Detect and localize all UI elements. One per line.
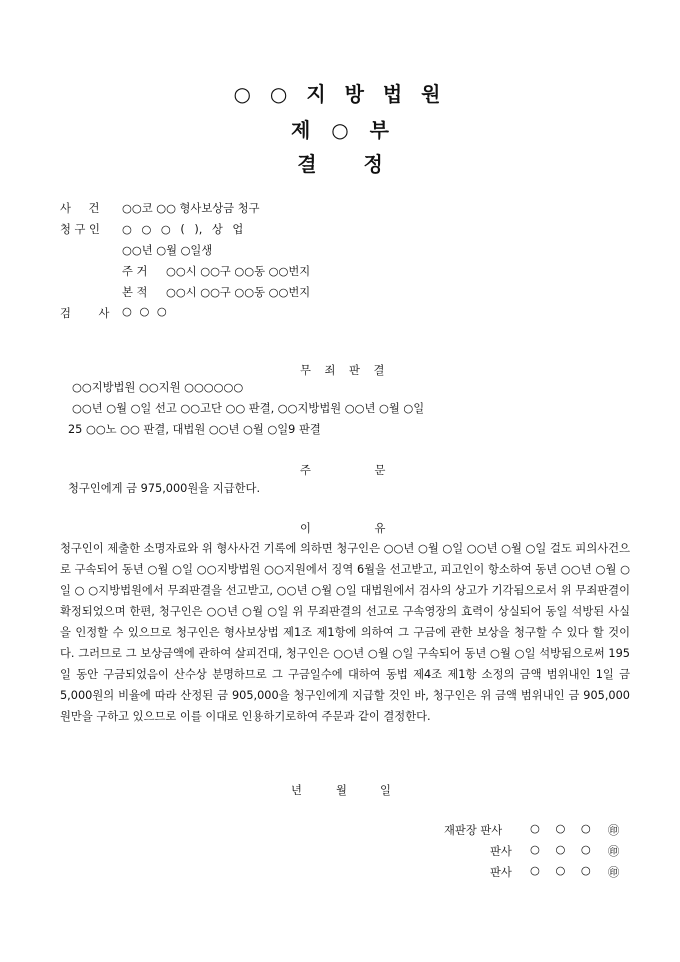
case-value: ○○코 ○○ 형사보상금 청구 bbox=[122, 202, 260, 215]
address-value: ○○시 ○○구 ○○동 ○○번지 bbox=[166, 265, 311, 278]
acquittal-line-3: 25 ○○노 ○○ 판결, 대법원 ○○년 ○월 ○일9 판결 bbox=[68, 423, 321, 436]
prosecutor-value: ○ ○ ○ bbox=[122, 305, 167, 318]
judge-2-name: ○ ○ ○ bbox=[530, 843, 591, 856]
division-title: 제 ○ 부 bbox=[290, 118, 390, 142]
prosecutor-label: 검 사 bbox=[60, 307, 110, 320]
court-name: ○ ○ 지 방 법 원 bbox=[233, 82, 447, 106]
date-day: 일 bbox=[380, 784, 391, 797]
date-month: 월 bbox=[336, 784, 347, 797]
judge-3-title: 판사 bbox=[490, 866, 512, 879]
judge-2-title: 판사 bbox=[490, 845, 512, 858]
address-label: 주 거 bbox=[122, 265, 148, 278]
date-year: 년 bbox=[291, 784, 302, 797]
order-text: 청구인에게 금 975,000원을 지급한다. bbox=[68, 482, 261, 495]
domicile-label: 본 적 bbox=[122, 286, 148, 299]
reasons-text: 청구인이 제출한 소명자료와 위 형사사건 기록에 의하면 청구인은 ○○년 ○월 ○일 ○○년 ○월 ○일 걸도 피의사건으로 구속되어 동년 ○월 ○일 ○○지방법원 ○○지원에서 징역 6월을 선고받고, 피고인이 항소하여 동년 ○○년 ○월 ○일 ○ ○지방법원에서 무죄판결을 선고받고, ○○년 ○월 ○일 대법원에서 검사의 상고가 기각됨으로서 위 무죄판결이 확정되었으며 한편, 청구인은 ○○년 ○월 ○일 위 무죄판결의 선고로 구속영장의 효력이 상실되어 동일 석방된 사실을 인정할 수 있으므로 청구인은 형사보상법 제1조 제1항에 의하여 그 구금에 관한 보상을 청구할 수 있다 할 것이다. 그러므로 그 보상금액에 관하여 살피건대, 청구인은 ○○년 ○월 ○일 구속되어 동년 ○월 ○일 석방됨으로써 195일 동안 구금되었음이 산수상 분명하므로 그 구금일수에 대하여 동법 제4조 제1항 소정의 금액 범위내인 1일 금 5,000원의 비율에 따라 산정된 금 905,000을 청구인에게 지급할 것인 바, 청구인은 위 금액 범위내인 금 905,000원만을 구하고 있으므로 이를 이대로 인용하기로하여 주문과 같이 결정한다. bbox=[60, 542, 630, 723]
acquittal-line-1: ○○지방법원 ○○지원 ○○○○○○ bbox=[72, 381, 244, 394]
document-type-title: 결 정 bbox=[297, 152, 383, 176]
case-label: 사 건 bbox=[60, 202, 100, 215]
seal-icon: ㊞ bbox=[608, 845, 620, 858]
presiding-judge-title: 재판장 판사 bbox=[444, 824, 503, 837]
claimant-label: 청 구 인 bbox=[60, 223, 100, 236]
acquittal-heading: 무 죄 판 결 bbox=[300, 364, 385, 377]
seal-icon: ㊞ bbox=[608, 824, 620, 837]
claimant-value: ○ ○ ○ ( ), 상 업 bbox=[122, 223, 244, 236]
reasons-heading: 이 유 bbox=[300, 522, 386, 535]
presiding-judge-name: ○ ○ ○ bbox=[530, 822, 591, 835]
judge-3-name: ○ ○ ○ bbox=[530, 864, 591, 877]
domicile-value: ○○시 ○○구 ○○동 ○○번지 bbox=[166, 286, 311, 299]
acquittal-line-2: ○○년 ○월 ○일 선고 ○○고단 ○○ 판결, ○○지방법원 ○○년 ○월 ○일 bbox=[72, 402, 425, 415]
order-heading: 주 문 bbox=[300, 464, 386, 477]
claimant-birth: ○○년 ○월 ○일생 bbox=[122, 244, 213, 257]
seal-icon: ㊞ bbox=[608, 866, 620, 879]
